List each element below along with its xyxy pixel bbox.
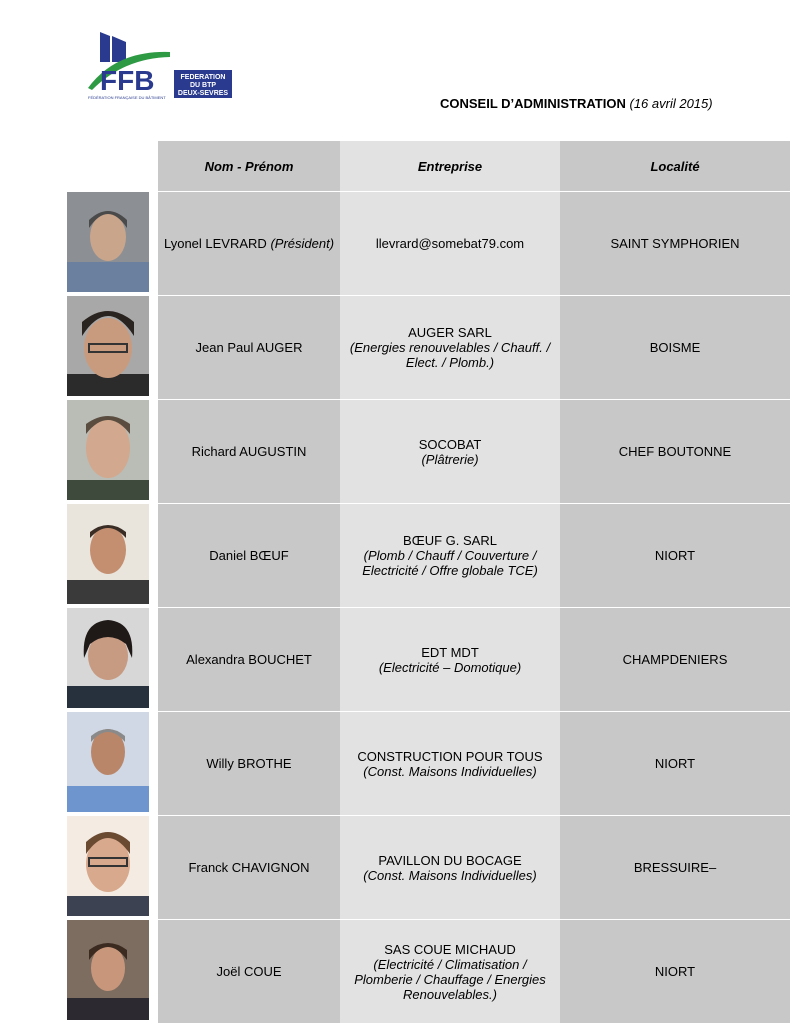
board-date: (16 avril 2015)	[629, 96, 713, 111]
member-city: BOISME	[560, 296, 790, 400]
member-company: CONSTRUCTION POUR TOUS	[357, 748, 543, 764]
table-row	[158, 608, 790, 712]
member-activity: (Electricité / Climatisation / Plomberie / Chauffage / Energies Renouvelables.)	[354, 956, 546, 1002]
member-name: Richard AUGUSTIN	[158, 400, 340, 504]
member-photo	[67, 504, 149, 604]
member-role: (Président)	[270, 236, 335, 251]
member-company: EDT MDT	[421, 644, 479, 660]
member-name: Jean Paul AUGER	[158, 296, 340, 400]
member-company: llevrard@somebat79.com	[375, 236, 525, 251]
member-name: Daniel BŒUF	[158, 504, 340, 608]
member-company-cell	[340, 192, 560, 296]
member-photo	[67, 712, 149, 812]
ffb-logo	[86, 30, 234, 102]
member-company-cell	[340, 712, 560, 816]
logo-org-line-3: DEUX-SEVRES	[177, 90, 229, 97]
member-photo	[67, 400, 149, 500]
ffb-logo-graphic	[86, 30, 234, 102]
member-company-cell	[340, 400, 560, 504]
member-activity: (Const. Maisons Individuelles)	[363, 867, 537, 883]
member-city: CHAMPDENIERS	[560, 608, 790, 712]
member-photos	[67, 192, 151, 1024]
member-photo	[67, 608, 149, 708]
member-company-cell	[340, 608, 560, 712]
header-name: Nom - Prénom	[158, 141, 340, 192]
table-row	[158, 192, 790, 296]
member-activity: (Electricité – Domotique)	[378, 659, 522, 675]
member-activity: (Energies renouvelables / Chauff. / Elect. / Plomb.)	[349, 340, 551, 370]
member-name: Franck CHAVIGNON	[158, 816, 340, 920]
member-city: BRESSUIRE–	[560, 816, 790, 920]
table-row	[158, 816, 790, 920]
member-company-cell	[340, 504, 560, 608]
table-row	[158, 712, 790, 816]
member-company: AUGER SARL	[408, 325, 492, 340]
member-activity: (Const. Maisons Individuelles)	[363, 763, 537, 779]
member-photo	[67, 296, 149, 396]
logo-org-line-2: DU BTP	[189, 82, 217, 89]
member-company-cell	[340, 296, 560, 400]
member-name: Willy BROTHE	[158, 712, 340, 816]
table-row	[158, 400, 790, 504]
member-company: SOCOBAT	[418, 436, 482, 452]
member-company: SAS COUE MICHAUD	[384, 941, 516, 957]
member-photo	[67, 920, 149, 1020]
member-activity: (Plâtrerie)	[421, 451, 479, 467]
board-title: CONSEIL D’ADMINISTRATION	[440, 96, 626, 111]
members-table	[158, 141, 790, 1024]
member-city: NIORT	[560, 712, 790, 816]
member-name-cell	[158, 192, 340, 296]
member-company-cell	[340, 816, 560, 920]
member-photo	[67, 192, 149, 292]
member-name: Joël COUE	[158, 920, 340, 1024]
member-city: CHEF BOUTONNE	[560, 400, 790, 504]
member-photo	[67, 816, 149, 916]
table-row	[158, 504, 790, 608]
member-name: Alexandra BOUCHET	[158, 608, 340, 712]
member-company-cell	[340, 920, 560, 1024]
member-city: NIORT	[560, 504, 790, 608]
member-company: PAVILLON DU BOCAGE	[378, 852, 522, 868]
logo-brand: FFB	[100, 65, 155, 96]
logo-org-line-1: FEDERATION	[180, 74, 226, 81]
table-row	[158, 920, 790, 1024]
logo-tagline: FÉDÉRATION FRANÇAISE DU BÂTIMENT	[88, 95, 166, 100]
table-header-row	[158, 141, 790, 192]
document-title	[440, 96, 713, 111]
header-city: Localité	[560, 141, 790, 192]
member-company: BŒUF G. SARL	[403, 533, 497, 548]
member-activity: (Plomb / Chauff / Couverture / Electricité / Offre globale TCE)	[362, 548, 538, 578]
member-city: SAINT SYMPHORIEN	[560, 192, 790, 296]
member-city: NIORT	[560, 920, 790, 1024]
header-company: Entreprise	[340, 141, 560, 192]
member-name: Lyonel LEVRARD	[163, 236, 267, 251]
table-row	[158, 296, 790, 400]
